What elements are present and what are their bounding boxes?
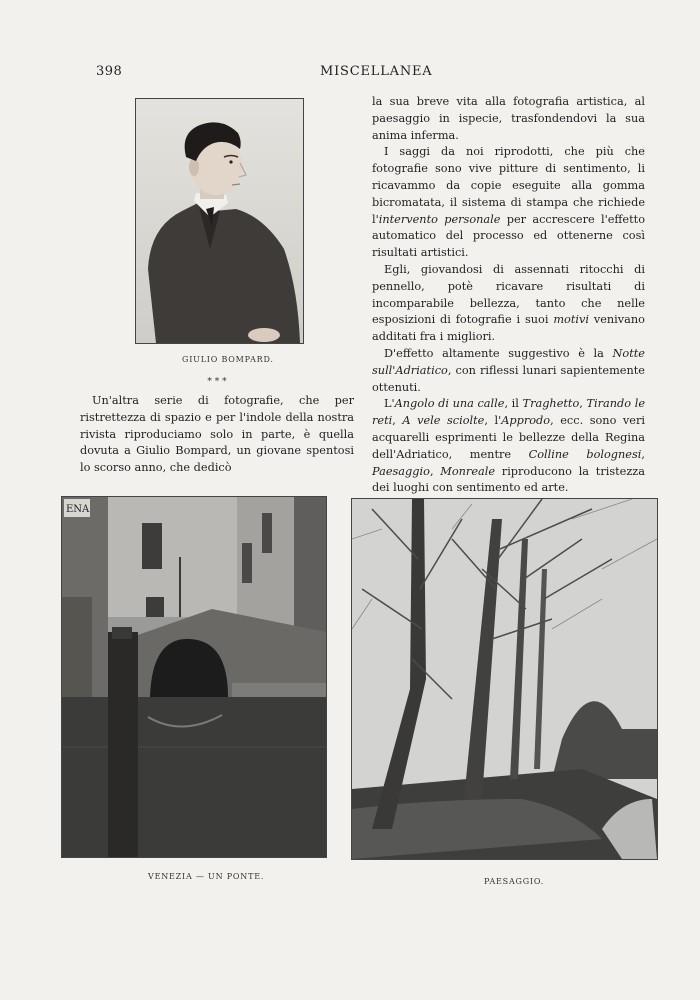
venice-bridge-photo [61,496,327,858]
left-column-text [80,393,354,477]
landscape-caption: PAESAGGIO. [484,877,545,886]
right-paragraph-1: la sua breve vita alla fotografia artistica, al paesaggio in ispecie, trasfondendovi la sua anima inferma. [372,95,645,142]
right-paragraph-4: D'effetto altamente suggestivo è la Notte sull'Adriatico, con riflessi lunari sapientemente ottenuti. [372,346,645,394]
right-paragraph-5: L'Angolo di una calle, il Traghetto, Tirando le reti, A vele sciolte, l'Approdo, ecc. sono veri acquarelli esprimenti le bellezze della Regina dell'Adriatico, mentre Colline bolognesi, Paesaggio, Monreale riproducono la tristezza dei luoghi con sentimento ed arte. [372,397,646,495]
bridge-illustration [62,497,326,857]
landscape-illustration [352,499,657,859]
left-paragraph-1: Un'altra serie di fotografie, che per ristrettezza di spazio e per l'indole della nostra rivista riproduciamo solo in parte, è quella dovuta a Giulio Bompard, un giovane spentosi lo scorso anno, che dedicò [80,394,354,475]
running-title: MISCELLANEA [320,64,433,79]
portrait-photo [135,98,304,344]
portrait-illustration [136,99,303,343]
landscape-photo [351,498,658,860]
sign-text: ENA [66,504,90,515]
portrait-caption: GIULIO BOMPARD. [182,355,274,364]
section-asterism: * * * [207,377,227,387]
page-number: 398 [96,64,123,79]
right-paragraph-3: Egli, giovandosi di assennati ritocchi di pennello, potè ricavare risultati di incomparabile bellezza, tanto che nelle esposizioni di fotografie i suoi motivi venivano additati fra i migliori. [372,262,645,344]
right-paragraph-2: I saggi da noi riprodotti, che più che fotografie sono vive pitture di sentimento, li ricavammo da copie eseguite alla gomma bicromatata, il sistema di stampa che richiede l'intervento personale per accrescere l'effetto automatico del processo ed ottenerne così risultati artistici. [372,145,645,260]
bridge-caption: VENEZIA — UN PONTE. [148,872,265,881]
